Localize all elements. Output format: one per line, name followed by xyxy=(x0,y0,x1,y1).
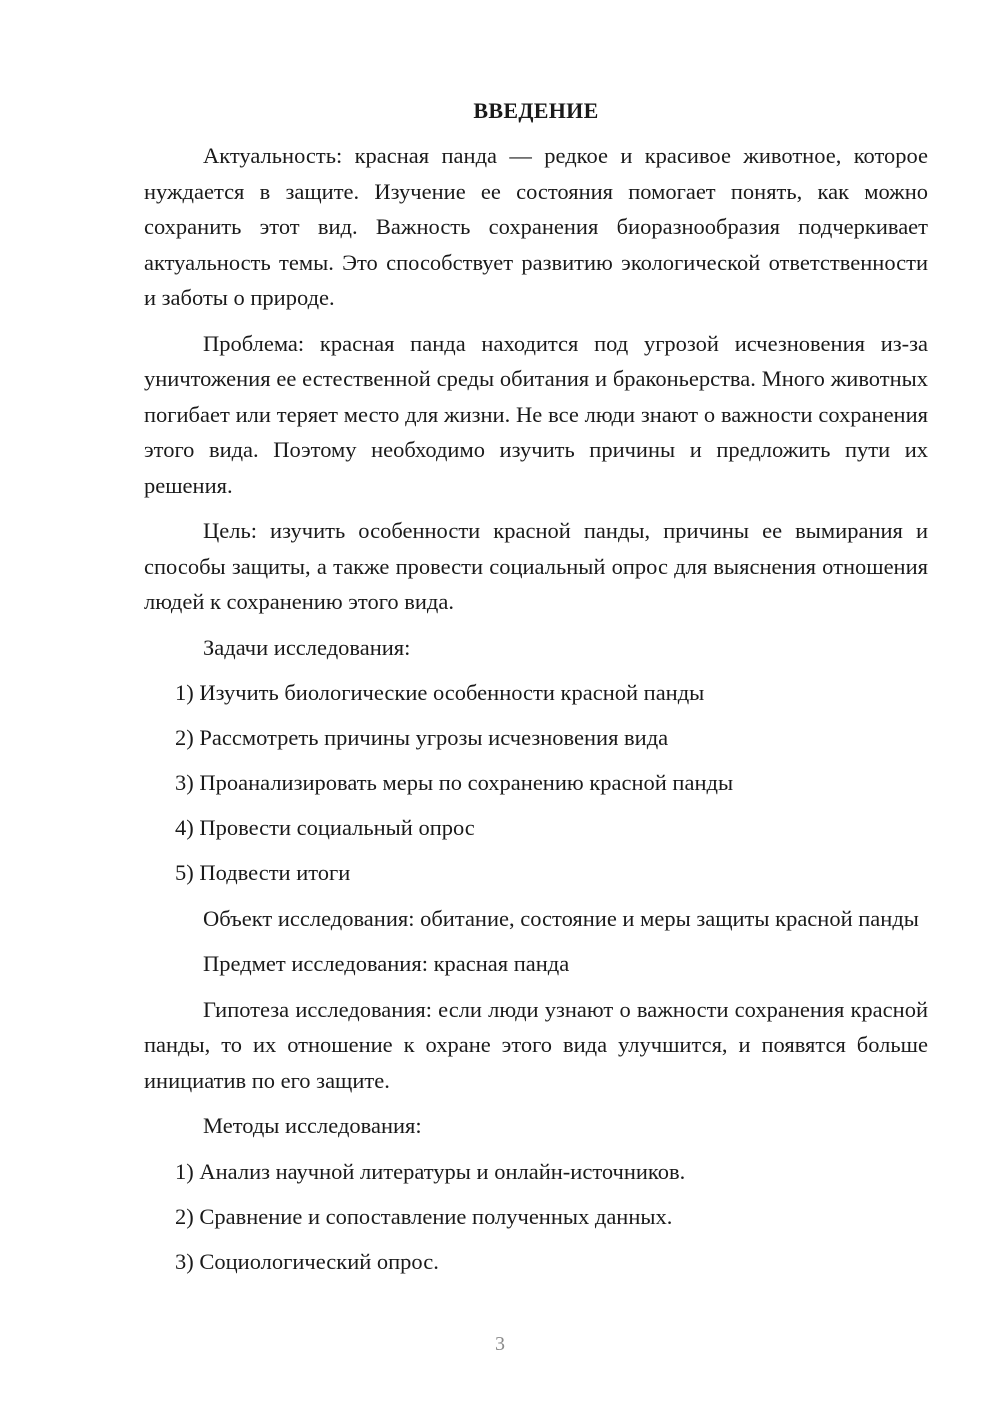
page-number: 3 xyxy=(495,1333,505,1355)
goal-paragraph: Цель: изучить особенности красной панды, причины ее вымирания и способы защиты, а также провести социальный опрос для выяснения отношения людей к сохранению этого вида. xyxy=(144,518,928,614)
object-paragraph: Объект исследования: обитание, состояние и меры защиты красной панды xyxy=(203,905,919,931)
hypothesis-paragraph: Гипотеза исследования: если люди узнают о важности сохранения красной панды, то их отношение к охране этого вида улучшится, и появятся больше инициатив по его защите. xyxy=(144,996,928,1093)
list-item: 4) Провести социальный опрос xyxy=(175,815,475,840)
document-page xyxy=(144,96,928,1289)
list-item: 3) Социологический опрос. xyxy=(175,1248,439,1274)
page-title: ВВЕДЕНИЕ xyxy=(473,98,599,123)
problem-paragraph: Проблема: красная панда находится под угрозой исчезновения из-за уничтожения ее естественной среды обитания и браконьерства. Много животных погибает или теряет место для жизни. Не все люди знают о важности сохранения этого вида. Поэтому необходимо изучить причины и предложить пути их решения. xyxy=(144,330,928,498)
subject-paragraph: Предмет исследования: красная панда xyxy=(203,951,570,976)
list-item: 2) Сравнение и сопоставление полученных данных. xyxy=(175,1203,673,1229)
list-item: 1) Анализ научной литературы и онлайн-источников. xyxy=(175,1158,686,1184)
list-item: 5) Подвести итоги xyxy=(175,860,351,885)
methods-list xyxy=(144,1154,928,1280)
tasks-list xyxy=(144,675,928,891)
list-item: 3) Проанализировать меры по сохранению красной панды xyxy=(175,770,734,795)
tasks-heading: Задачи исследования: xyxy=(203,634,411,660)
methods-heading: Методы исследования: xyxy=(203,1113,422,1138)
list-item: 2) Рассмотреть причины угрозы исчезновения вида xyxy=(175,725,669,750)
relevance-paragraph: Актуальность: красная панда — редкое и красивое животное, которое нуждается в защите. Изучение ее состояния помогает понять, как можно сохранить этот вид. Важность сохранения биоразнообразия подчеркивает актуальность темы. Это способствует развитию экологической ответственности и заботы о природе. xyxy=(144,143,928,310)
list-item: 1) Изучить биологические особенности красной панды xyxy=(175,680,705,705)
